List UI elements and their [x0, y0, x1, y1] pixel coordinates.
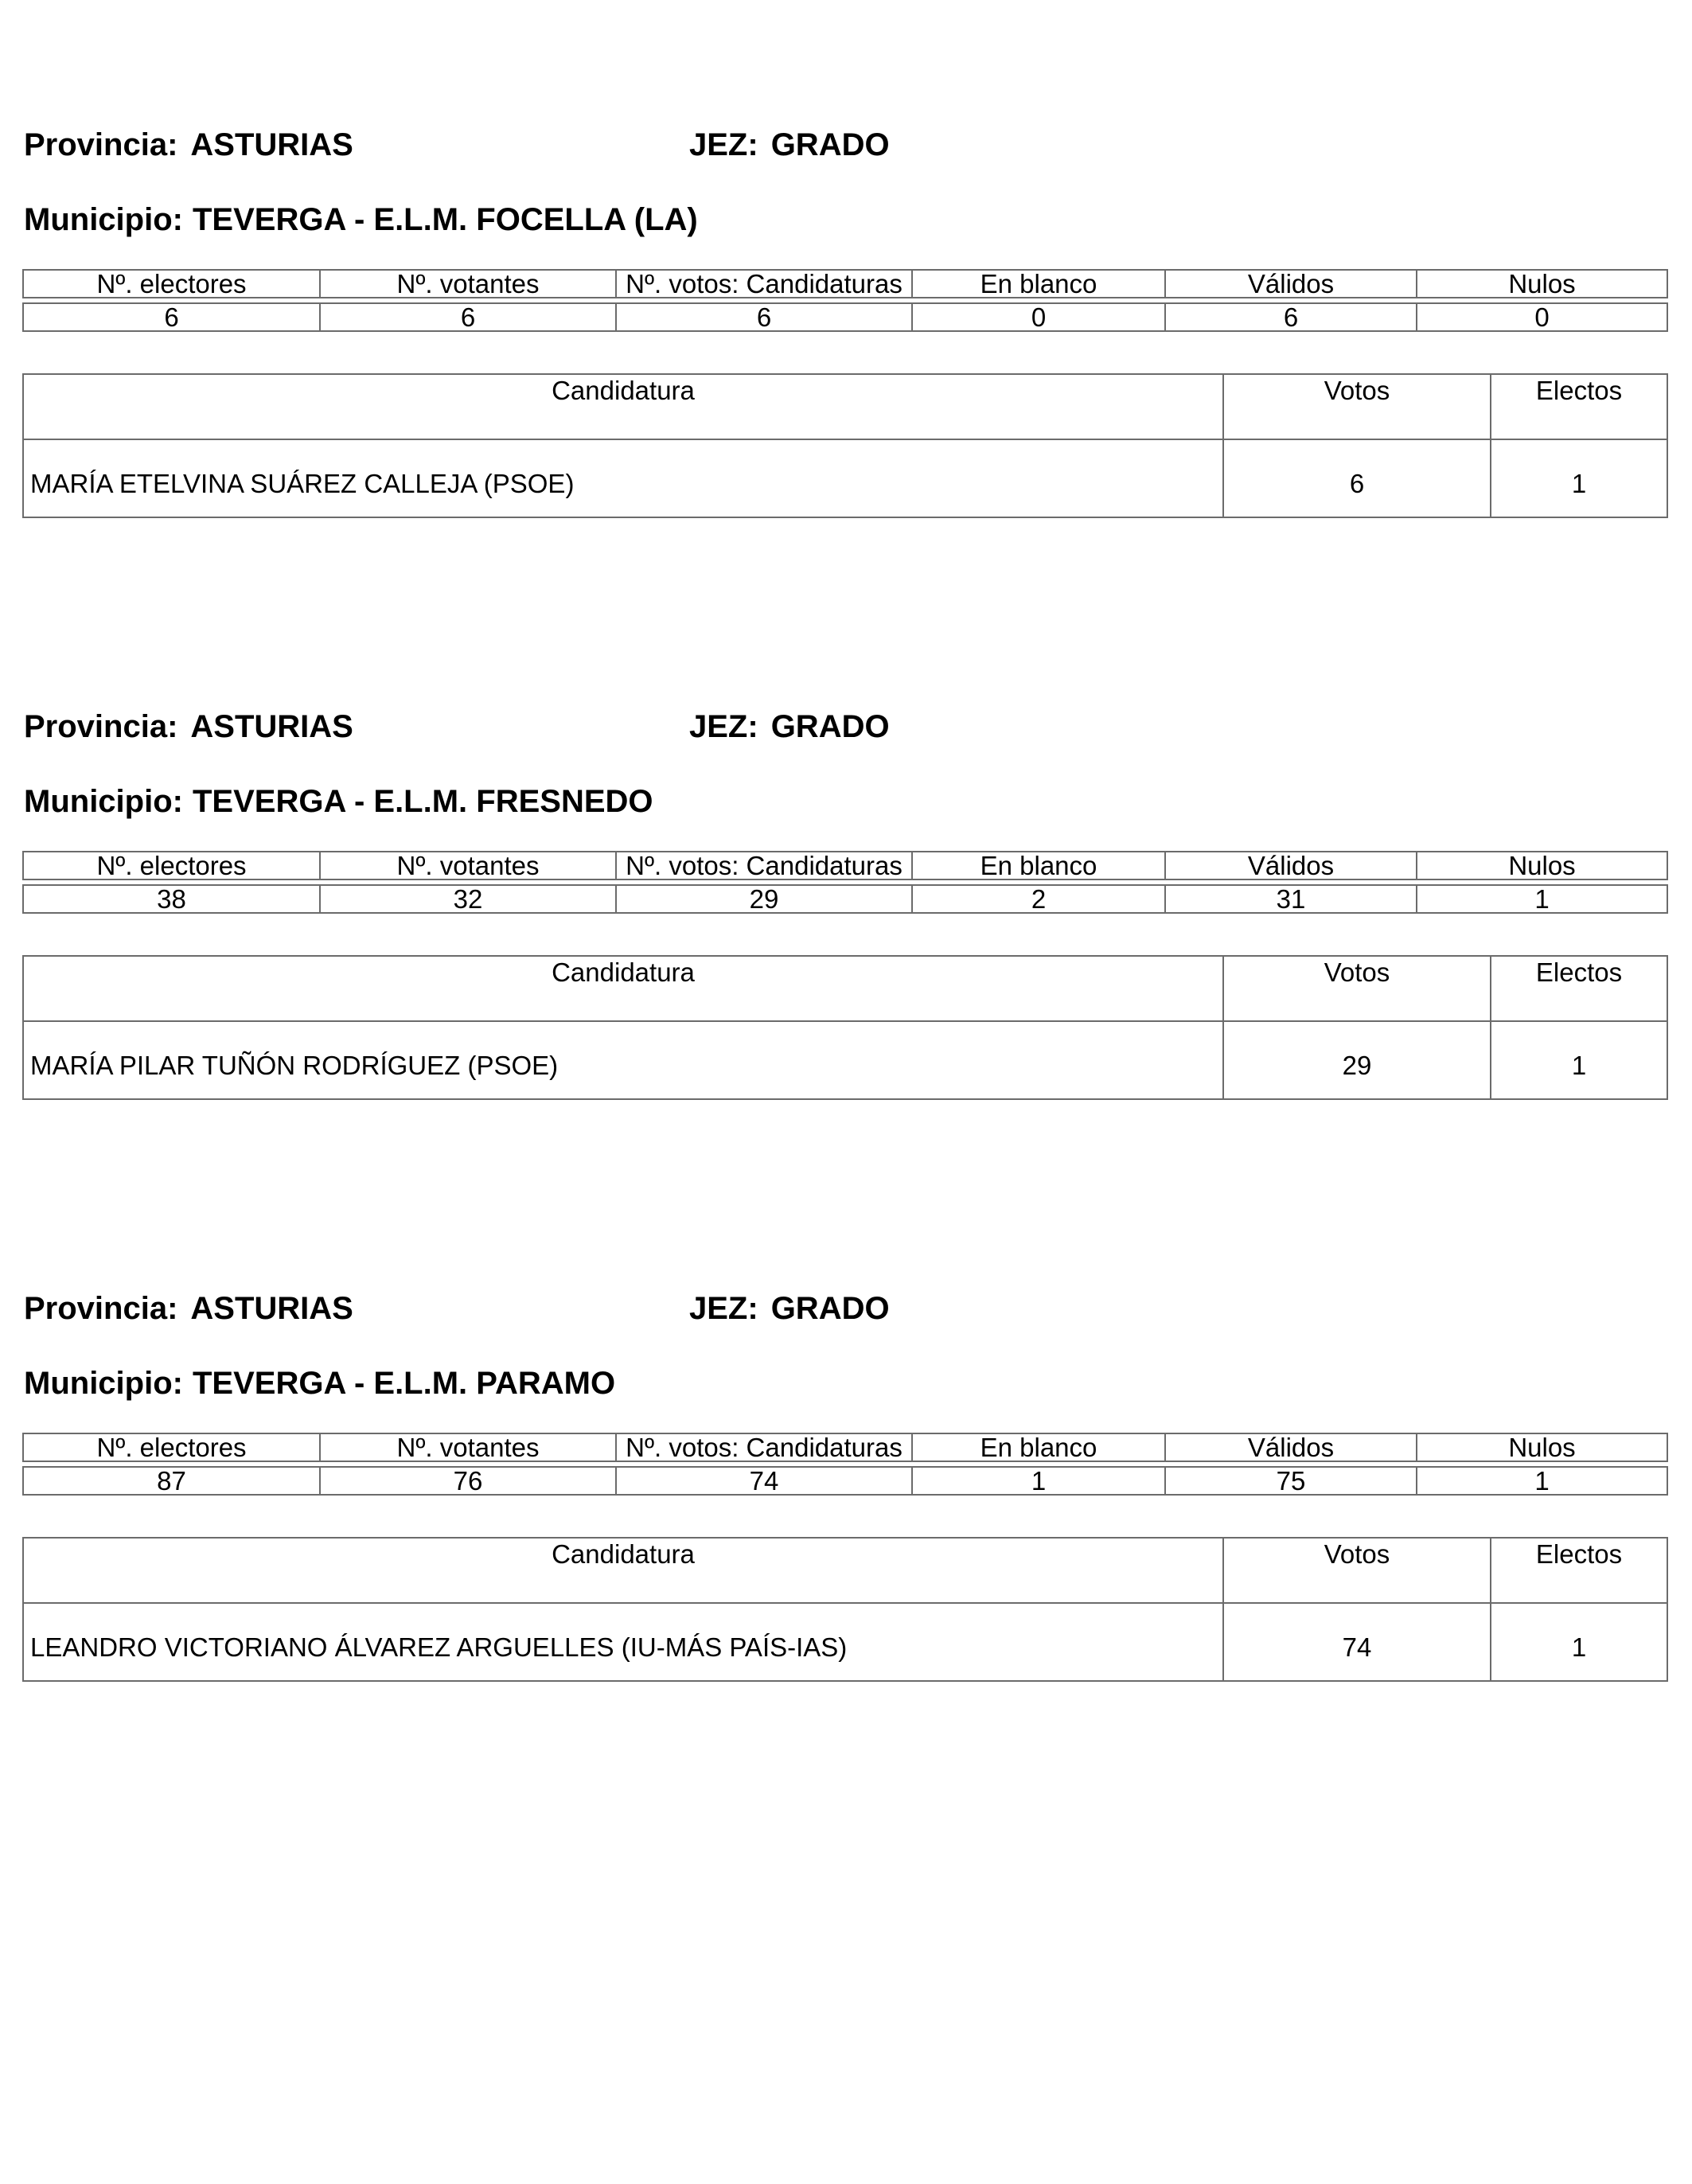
municipio-value: TEVERGA - E.L.M. PARAMO — [192, 1366, 616, 1401]
results-block-focella — [0, 0, 1692, 573]
stats-table — [22, 269, 1668, 332]
header-electos: Electos — [1491, 1538, 1667, 1603]
header-candidatura: Candidatura — [23, 1538, 1223, 1603]
stats-header-row — [23, 852, 1667, 879]
header-nulos: Nulos — [1417, 852, 1667, 879]
header-electos: Electos — [1491, 956, 1667, 1021]
municipio-value: TEVERGA - E.L.M. FRESNEDO — [192, 784, 653, 819]
header-votos: Votos — [1223, 1538, 1491, 1603]
jez-value: GRADO — [770, 1291, 890, 1326]
header-en-blanco: En blanco — [912, 270, 1165, 298]
candidates-table — [22, 1537, 1668, 1682]
header-en-blanco: En blanco — [912, 1433, 1165, 1461]
results-block-fresnedo — [0, 582, 1692, 1155]
municipio-value: TEVERGA - E.L.M. FOCELLA (LA) — [192, 202, 698, 237]
header-votos-candidaturas: Nº. votos: Candidaturas — [616, 270, 912, 298]
candidate-votos: 6 — [1223, 439, 1491, 517]
value-electores: 87 — [23, 1467, 320, 1495]
municipio-heading: Municipio: TEVERGA - E.L.M. PARAMO — [24, 1366, 616, 1401]
stats-table — [22, 1433, 1668, 1496]
value-nulos: 1 — [1417, 1467, 1667, 1495]
candidates-table — [22, 373, 1668, 518]
provincia-value: ASTURIAS — [190, 127, 353, 162]
value-en-blanco: 1 — [912, 1467, 1165, 1495]
header-validos: Válidos — [1165, 1433, 1417, 1461]
header-votos: Votos — [1223, 374, 1491, 439]
provincia-value: ASTURIAS — [190, 1291, 353, 1326]
candidates-table — [22, 955, 1668, 1100]
provincia-heading: Provincia: ASTURIAS — [24, 1291, 353, 1326]
header-validos: Válidos — [1165, 270, 1417, 298]
value-votantes: 76 — [320, 1467, 616, 1495]
header-electores: Nº. electores — [23, 852, 320, 879]
header-en-blanco: En blanco — [912, 852, 1165, 879]
candidate-name: MARÍA PILAR TUÑÓN RODRÍGUEZ (PSOE) — [23, 1021, 1223, 1099]
stats-value-row — [23, 885, 1667, 913]
candidate-electos: 1 — [1491, 439, 1667, 517]
candidates-header-row — [23, 1538, 1667, 1603]
municipio-heading: Municipio: TEVERGA - E.L.M. FOCELLA (LA) — [24, 202, 698, 237]
candidate-name: MARÍA ETELVINA SUÁREZ CALLEJA (PSOE) — [23, 439, 1223, 517]
value-nulos: 0 — [1417, 303, 1667, 331]
candidate-electos: 1 — [1491, 1021, 1667, 1099]
header-electores: Nº. electores — [23, 270, 320, 298]
header-votantes: Nº. votantes — [320, 1433, 616, 1461]
header-candidatura: Candidatura — [23, 956, 1223, 1021]
value-votos-candidaturas: 6 — [616, 303, 912, 331]
provincia-heading: Provincia: ASTURIAS — [24, 709, 353, 744]
provincia-value: ASTURIAS — [190, 709, 353, 744]
header-electos: Electos — [1491, 374, 1667, 439]
header-votos: Votos — [1223, 956, 1491, 1021]
candidates-header-row — [23, 374, 1667, 439]
jez-value: GRADO — [770, 127, 890, 162]
candidates-header-row — [23, 956, 1667, 1021]
header-candidatura: Candidatura — [23, 374, 1223, 439]
jez-heading: JEZ: GRADO — [689, 127, 890, 162]
stats-header-row — [23, 1433, 1667, 1461]
value-votos-candidaturas: 29 — [616, 885, 912, 913]
table-row — [23, 1021, 1667, 1099]
candidate-votos: 29 — [1223, 1021, 1491, 1099]
candidate-name: LEANDRO VICTORIANO ÁLVAREZ ARGUELLES (IU-MÁS PAÍS-IAS) — [23, 1603, 1223, 1681]
stats-value-row — [23, 303, 1667, 331]
value-validos: 6 — [1165, 303, 1417, 331]
stats-table — [22, 851, 1668, 914]
results-block-paramo — [0, 1164, 1692, 1737]
value-votantes: 6 — [320, 303, 616, 331]
header-nulos: Nulos — [1417, 270, 1667, 298]
header-validos: Válidos — [1165, 852, 1417, 879]
value-nulos: 1 — [1417, 885, 1667, 913]
municipio-heading: Municipio: TEVERGA - E.L.M. FRESNEDO — [24, 784, 653, 819]
header-votantes: Nº. votantes — [320, 852, 616, 879]
value-votantes: 32 — [320, 885, 616, 913]
jez-heading: JEZ: GRADO — [689, 1291, 890, 1326]
stats-header-row — [23, 270, 1667, 298]
value-electores: 6 — [23, 303, 320, 331]
candidate-electos: 1 — [1491, 1603, 1667, 1681]
value-en-blanco: 0 — [912, 303, 1165, 331]
header-electores: Nº. electores — [23, 1433, 320, 1461]
jez-value: GRADO — [770, 709, 890, 744]
stats-value-row — [23, 1467, 1667, 1495]
value-electores: 38 — [23, 885, 320, 913]
provincia-heading: Provincia: ASTURIAS — [24, 127, 353, 162]
header-nulos: Nulos — [1417, 1433, 1667, 1461]
value-validos: 31 — [1165, 885, 1417, 913]
table-row — [23, 1603, 1667, 1681]
value-validos: 75 — [1165, 1467, 1417, 1495]
jez-heading: JEZ: GRADO — [689, 709, 890, 744]
candidate-votos: 74 — [1223, 1603, 1491, 1681]
header-votantes: Nº. votantes — [320, 270, 616, 298]
value-votos-candidaturas: 74 — [616, 1467, 912, 1495]
header-votos-candidaturas: Nº. votos: Candidaturas — [616, 852, 912, 879]
value-en-blanco: 2 — [912, 885, 1165, 913]
table-row — [23, 439, 1667, 517]
header-votos-candidaturas: Nº. votos: Candidaturas — [616, 1433, 912, 1461]
